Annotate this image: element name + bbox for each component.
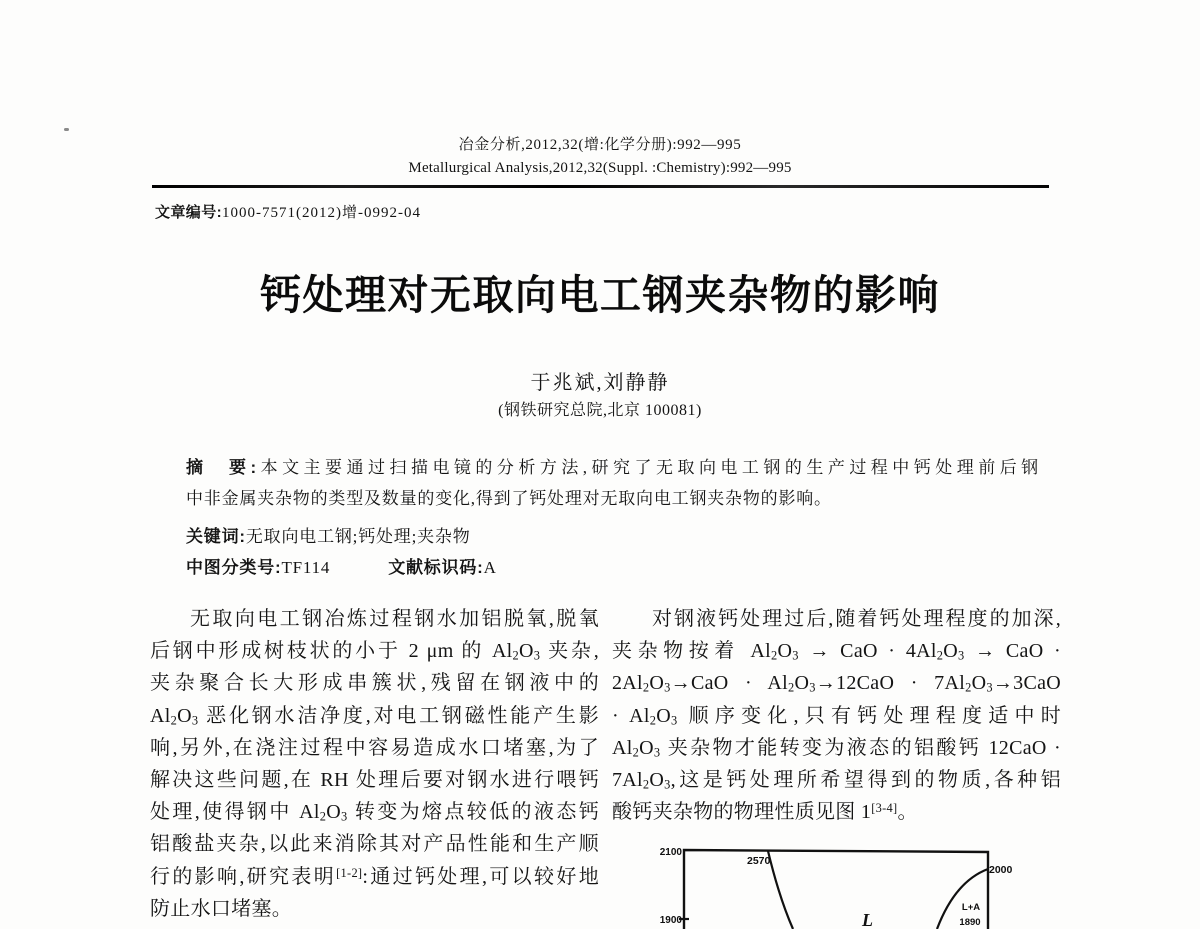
body-text-line: $Al_2O_3$ 夹杂物才能转变为液态的铝酸钙 12CaO · [612, 736, 1061, 760]
l-plus-a-region-label: L+A [961, 902, 981, 913]
paper-title: 钙处理对无取向电工钢夹杂物的影响 [260, 272, 940, 318]
inner-temp-label: 1890 [959, 917, 981, 928]
body-text-line: 防止水口堵塞。 [150, 897, 293, 920]
body-text-line: 酸钙夹杂物的物理性质见图 1[3-4]。 [612, 801, 918, 824]
phase-diagram-svg [640, 842, 1085, 929]
doc-code-value: A [483, 558, 497, 577]
clc-value: TF114 [281, 558, 331, 577]
body-text-line: 行的影响,研究表明[1-2]:通过钙处理,可以较好地 [150, 865, 599, 888]
journal-citation-cn: 冶金分析,2012,32(增:化学分册):992—995 [458, 137, 742, 153]
body-right-column [612, 603, 1061, 828]
y-axis-label-top: 2100 [659, 847, 682, 858]
affiliation: (钢铁研究总院,北京 100081) [498, 402, 702, 419]
cao-liquidus-curve [768, 851, 793, 929]
authors: 于兆斌,刘静静 [530, 372, 670, 394]
body-text-line: 夹杂聚合长大形成串簇状,残留在钢液中的 [150, 672, 599, 695]
article-number [155, 201, 421, 222]
body-text-line: 后钢中形成树枝状的小于 2 μm 的 $Al_2O_3$ 夹杂, [150, 640, 599, 663]
keywords-line [186, 521, 1039, 552]
keywords-label: 关键词: [186, 527, 246, 546]
body-text-line: $7Al_2O_3$,这是钙处理所希望得到的物质,各种铝 [612, 769, 1061, 792]
phase-diagram-figure [640, 842, 1085, 929]
clc-label: 中图分类号: [186, 558, 282, 577]
body-left-column [150, 603, 599, 925]
body-text-line: 解决这些问题,在 RH 处理后要对钢水进行喂钙 [150, 769, 599, 792]
liquid-region-label: L [862, 910, 873, 929]
abstract-text-2: 中非金属夹杂物的类型及数量的变化,得到了钙处理对无取向电工钢夹杂物的影响。 [186, 489, 832, 508]
journal-citation-en: Metallurgical Analysis,2012,32(Suppl. :Chemistry):992—995 [408, 160, 792, 176]
article-number-value: 1000-7571(2012)增-0992-04 [222, 205, 421, 221]
y-axis-label-mid: 1900 [659, 915, 682, 926]
abstract-line-2 [186, 483, 1039, 514]
body-text-line: $Al_2O_3$ 恶化钢水洁净度,对电工钢磁性能产生影 [150, 704, 599, 728]
body-text-line: 夹杂物按着 $Al_2O_3$ → CaO · $4Al_2O_3$ → CaO · [612, 640, 1061, 663]
abstract-label: 摘 要: [186, 458, 257, 477]
body-text-line: 处理,使得钢中 $Al_2O_3$ 转变为熔点较低的液态钙 [150, 801, 600, 824]
article-number-label: 文章编号: [155, 204, 222, 221]
right-edge-temp-label: 2000 [989, 864, 1013, 876]
header-rule [152, 185, 1049, 188]
body-text-line: $2Al_2O_3\to CaO \cdot Al_2O_3\to 12CaO \cdot 7Al_2O_3\to 3CaO$ [612, 672, 1062, 695]
abstract-text-1: 本文主要通过扫描电镜的分析方法,研究了无取向电工钢的生产过程中钙处理前后钢 [256, 458, 1039, 477]
abstract-block [186, 452, 1039, 583]
body-text-line: · $Al_2O_3$ 顺序变化,只有钙处理程度适中时 [612, 704, 1061, 728]
abstract-line-1 [186, 452, 1039, 483]
classification-line [186, 552, 1039, 583]
doc-code-label: 文献标识码: [388, 558, 484, 577]
body-text-line: 响,另外,在浇注过程中容易造成水口堵塞,为了 [150, 736, 599, 759]
body-text-line: 对钢液钙处理过后,随着钙处理程度的加深, [652, 608, 1061, 630]
keywords-value: 无取向电工钢;钙处理;夹杂物 [245, 527, 471, 546]
body-text-line: 铝酸盐夹杂,以此来消除其对产品性能和生产顺 [150, 833, 599, 856]
body-text-line: 无取向电工钢冶炼过程钢水加铝脱氧,脱氧 [190, 608, 599, 630]
scan-artifact-dot [64, 128, 69, 131]
cao-melting-point-label: 2570 [747, 855, 771, 867]
